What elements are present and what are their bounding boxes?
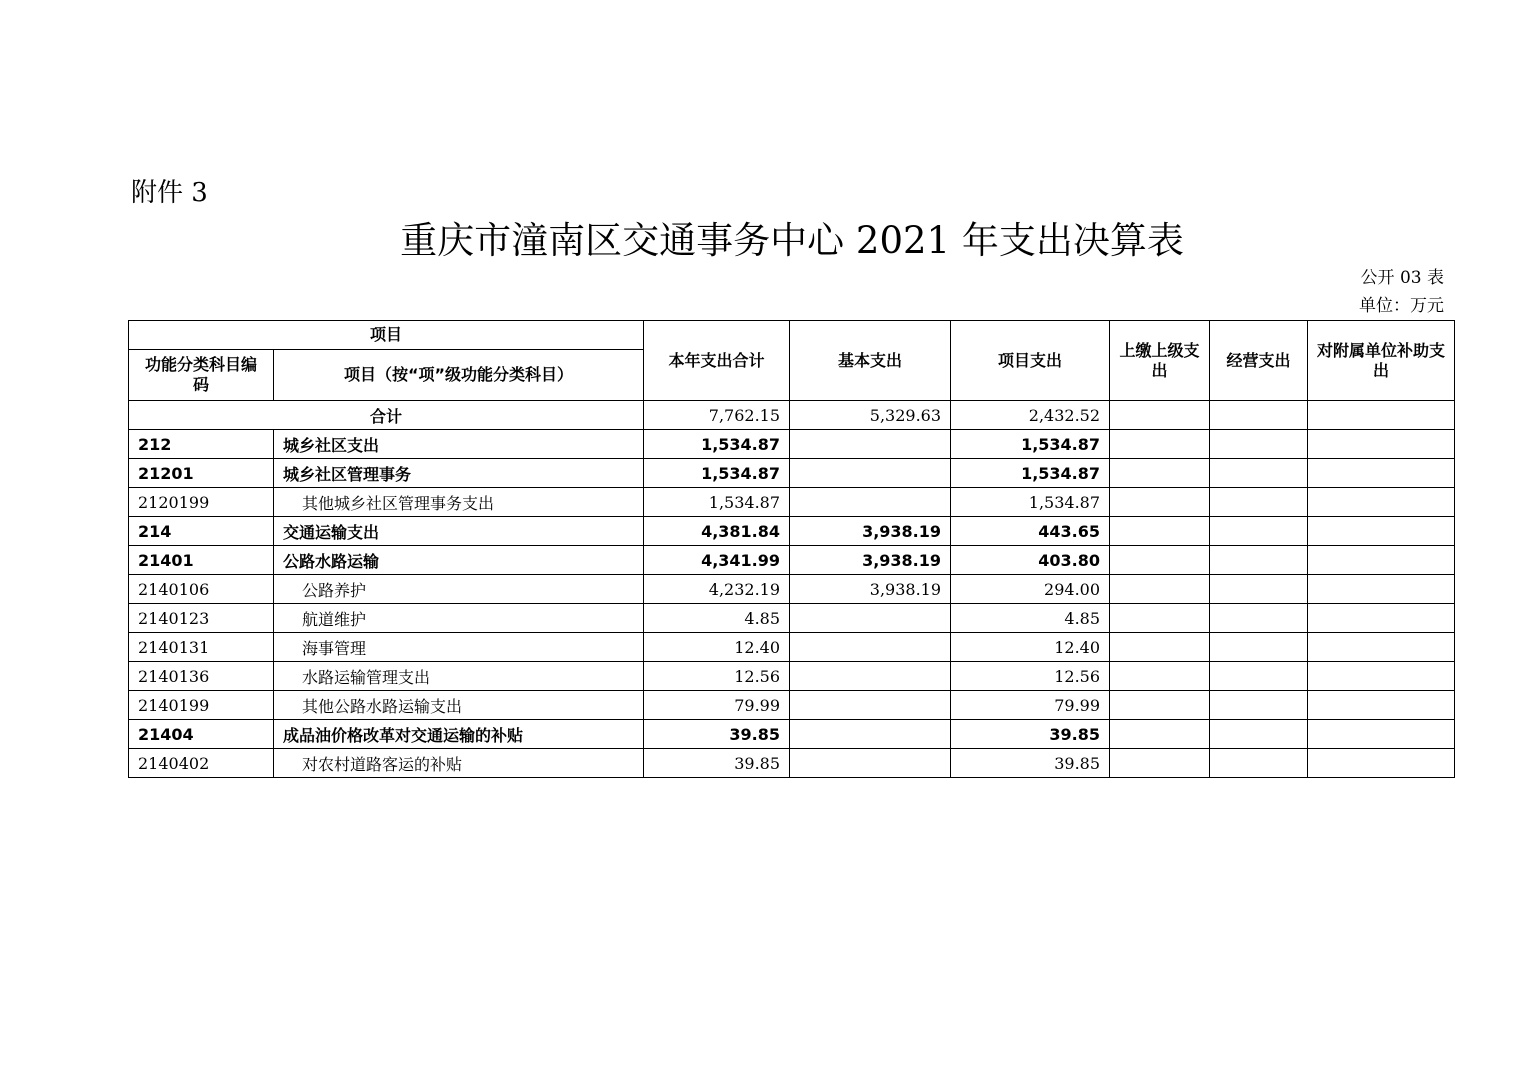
table-row <box>129 430 1455 459</box>
table-row <box>129 604 1455 633</box>
cell-total: 4,232.19 <box>644 575 790 604</box>
cell-upper <box>1110 546 1210 575</box>
cell-upper <box>1110 691 1210 720</box>
cell-subsidiary <box>1308 604 1455 633</box>
cell-subsidiary <box>1308 749 1455 778</box>
cell-name: 其他公路水路运输支出 <box>274 691 644 720</box>
cell-total: 39.85 <box>644 749 790 778</box>
cell-code: 214 <box>129 517 274 546</box>
cell-subsidiary <box>1308 633 1455 662</box>
total-project: 2,432.52 <box>951 401 1110 430</box>
table-row <box>129 633 1455 662</box>
cell-upper <box>1110 749 1210 778</box>
cell-upper <box>1110 488 1210 517</box>
table-row <box>129 546 1455 575</box>
unit-label: 单位：万元 <box>1359 296 1444 316</box>
cell-project: 443.65 <box>951 517 1110 546</box>
cell-basic <box>790 720 951 749</box>
cell-total: 1,534.87 <box>644 488 790 517</box>
table-row <box>129 749 1455 778</box>
cell-business <box>1210 430 1308 459</box>
cell-name: 航道维护 <box>274 604 644 633</box>
cell-code: 2140402 <box>129 749 274 778</box>
cell-project: 12.40 <box>951 633 1110 662</box>
cell-project: 294.00 <box>951 575 1110 604</box>
cell-subsidiary <box>1308 720 1455 749</box>
cell-upper <box>1110 459 1210 488</box>
header-total: 本年支出合计 <box>644 321 790 401</box>
table-row <box>129 662 1455 691</box>
header-code: 功能分类科目编码 <box>129 350 274 401</box>
cell-name: 交通运输支出 <box>274 517 644 546</box>
total-subsidiary <box>1308 401 1455 430</box>
cell-basic <box>790 430 951 459</box>
cell-project: 1,534.87 <box>951 488 1110 517</box>
cell-upper <box>1110 575 1210 604</box>
header-subsidiary: 对附属单位补助支出 <box>1308 321 1455 401</box>
cell-basic: 3,938.19 <box>790 575 951 604</box>
cell-basic <box>790 749 951 778</box>
cell-basic <box>790 691 951 720</box>
table-row <box>129 517 1455 546</box>
cell-basic <box>790 633 951 662</box>
cell-total: 4,341.99 <box>644 546 790 575</box>
cell-upper <box>1110 430 1210 459</box>
cell-upper <box>1110 604 1210 633</box>
header-project: 项目支出 <box>951 321 1110 401</box>
cell-code: 2140136 <box>129 662 274 691</box>
cell-project: 79.99 <box>951 691 1110 720</box>
cell-subsidiary <box>1308 488 1455 517</box>
table-row <box>129 488 1455 517</box>
cell-subsidiary <box>1308 517 1455 546</box>
cell-project: 39.85 <box>951 749 1110 778</box>
total-basic: 5,329.63 <box>790 401 951 430</box>
cell-basic <box>790 604 951 633</box>
cell-upper <box>1110 633 1210 662</box>
total-row <box>129 401 1455 430</box>
cell-total: 79.99 <box>644 691 790 720</box>
cell-project: 4.85 <box>951 604 1110 633</box>
cell-code: 2140199 <box>129 691 274 720</box>
cell-business <box>1210 604 1308 633</box>
cell-name: 城乡社区支出 <box>274 430 644 459</box>
cell-code: 2140123 <box>129 604 274 633</box>
cell-upper <box>1110 662 1210 691</box>
cell-name: 其他城乡社区管理事务支出 <box>274 488 644 517</box>
attachment-label: 附件 3 <box>131 178 208 208</box>
cell-basic <box>790 488 951 517</box>
cell-upper <box>1110 517 1210 546</box>
cell-code: 2140106 <box>129 575 274 604</box>
header-business: 经营支出 <box>1210 321 1308 401</box>
cell-subsidiary <box>1308 691 1455 720</box>
table-row <box>129 575 1455 604</box>
cell-total: 4,381.84 <box>644 517 790 546</box>
cell-business <box>1210 633 1308 662</box>
table-row <box>129 720 1455 749</box>
cell-basic <box>790 662 951 691</box>
cell-total: 1,534.87 <box>644 430 790 459</box>
cell-business <box>1210 546 1308 575</box>
cell-total: 12.40 <box>644 633 790 662</box>
cell-business <box>1210 459 1308 488</box>
cell-basic <box>790 459 951 488</box>
cell-business <box>1210 517 1308 546</box>
cell-subsidiary <box>1308 662 1455 691</box>
expenditure-table <box>128 320 1455 778</box>
header-name: 项目（按“项”级功能分类科目） <box>274 350 644 401</box>
table-row <box>129 459 1455 488</box>
cell-project: 39.85 <box>951 720 1110 749</box>
cell-code: 2120199 <box>129 488 274 517</box>
cell-name: 对农村道路客运的补贴 <box>274 749 644 778</box>
cell-name: 公路养护 <box>274 575 644 604</box>
cell-name: 公路水路运输 <box>274 546 644 575</box>
cell-upper <box>1110 720 1210 749</box>
cell-code: 21201 <box>129 459 274 488</box>
table-row <box>129 691 1455 720</box>
total-upper <box>1110 401 1210 430</box>
page-title: 重庆市潼南区交通事务中心 2021 年支出决算表 <box>400 219 1184 262</box>
cell-name: 成品油价格改革对交通运输的补贴 <box>274 720 644 749</box>
cell-business <box>1210 575 1308 604</box>
cell-name: 水路运输管理支出 <box>274 662 644 691</box>
cell-project: 1,534.87 <box>951 430 1110 459</box>
cell-subsidiary <box>1308 459 1455 488</box>
header-basic: 基本支出 <box>790 321 951 401</box>
cell-code: 212 <box>129 430 274 459</box>
cell-subsidiary <box>1308 430 1455 459</box>
cell-name: 城乡社区管理事务 <box>274 459 644 488</box>
cell-business <box>1210 749 1308 778</box>
cell-business <box>1210 691 1308 720</box>
cell-basic: 3,938.19 <box>790 546 951 575</box>
cell-project: 1,534.87 <box>951 459 1110 488</box>
cell-code: 21401 <box>129 546 274 575</box>
cell-subsidiary <box>1308 546 1455 575</box>
cell-total: 39.85 <box>644 720 790 749</box>
total-business <box>1210 401 1308 430</box>
cell-project: 403.80 <box>951 546 1110 575</box>
cell-business <box>1210 488 1308 517</box>
total-label: 合计 <box>129 401 644 430</box>
cell-name: 海事管理 <box>274 633 644 662</box>
header-upper: 上缴上级支出 <box>1110 321 1210 401</box>
header-item: 项目 <box>129 321 644 350</box>
cell-code: 21404 <box>129 720 274 749</box>
cell-code: 2140131 <box>129 633 274 662</box>
cell-business <box>1210 720 1308 749</box>
cell-total: 12.56 <box>644 662 790 691</box>
cell-total: 1,534.87 <box>644 459 790 488</box>
cell-basic: 3,938.19 <box>790 517 951 546</box>
cell-project: 12.56 <box>951 662 1110 691</box>
cell-total: 4.85 <box>644 604 790 633</box>
cell-business <box>1210 662 1308 691</box>
form-number: 公开 03 表 <box>1360 268 1444 288</box>
cell-subsidiary <box>1308 575 1455 604</box>
total-sum: 7,762.15 <box>644 401 790 430</box>
